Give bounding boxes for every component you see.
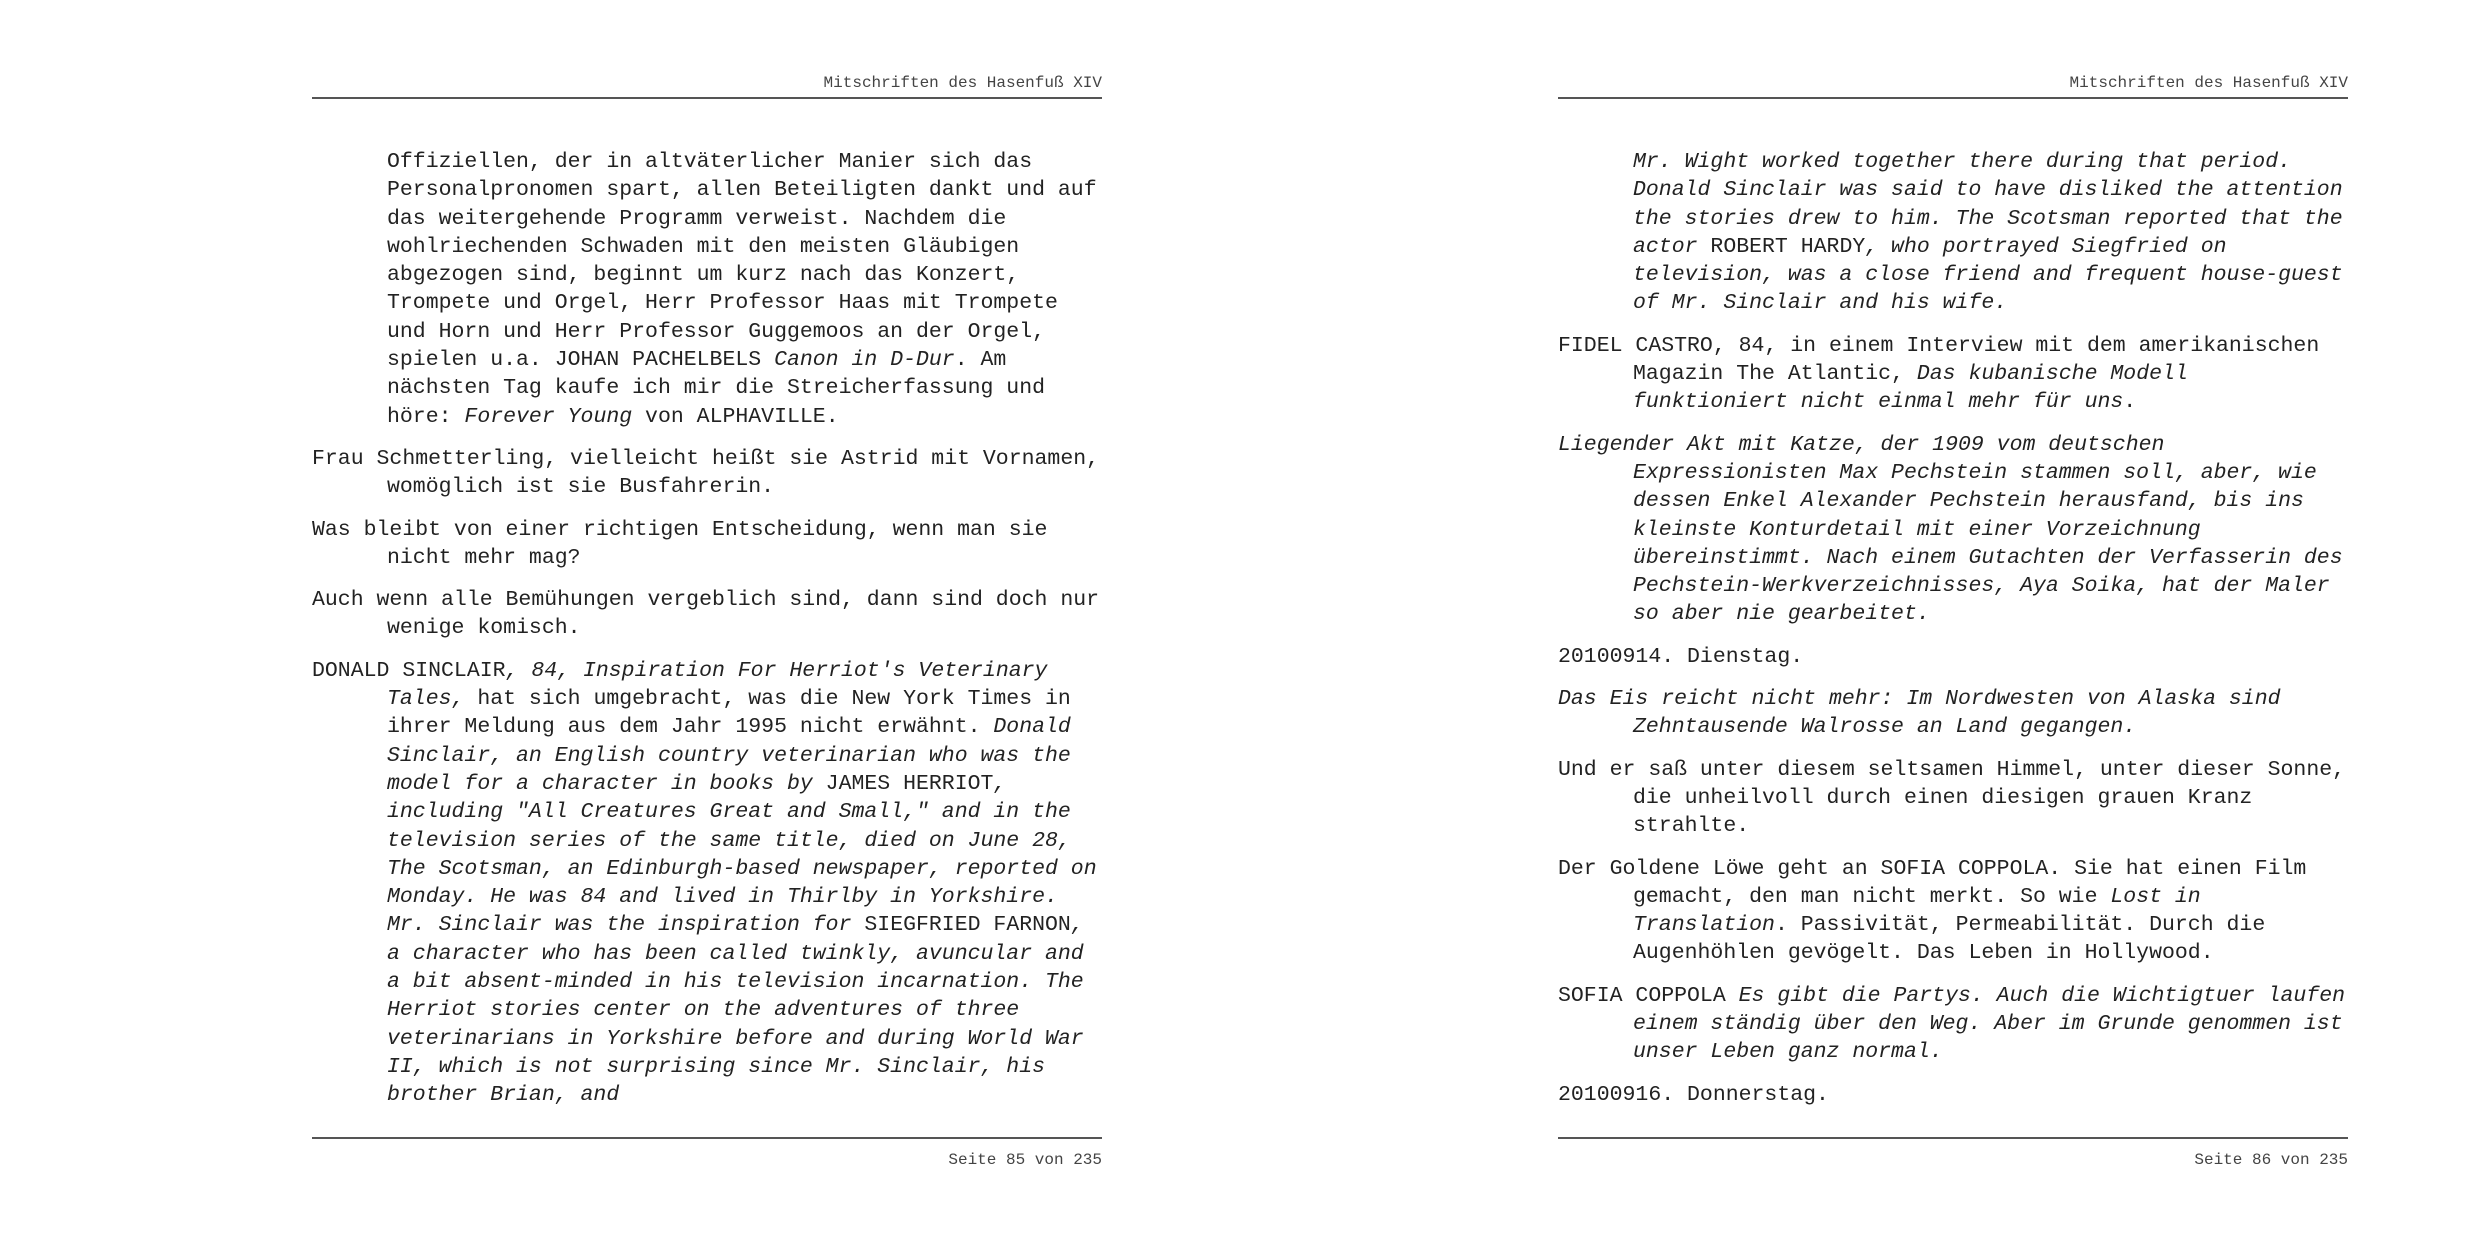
paragraph: Frau Schmetterling, vielleicht heißt sie Astrid mit Vornamen, womöglich ist sie Busfahrerin. xyxy=(312,446,1100,500)
text-run: DONALD SINCLAIR xyxy=(312,658,506,683)
text-run-italic: Es gibt die Partys. Auch die Wichtigtuer laufen einem ständig über den Weg. Aber im Grunde genommen ist unser Leben ganz normal. xyxy=(1633,983,2346,1065)
text-run-italic: , 84, Inspiration For Herriot's Veterinary Tales, xyxy=(387,658,1048,712)
text-run-italic: , including "All Creatures Great and Small," and in the television series of the same title, died on June 28, The Scotsman, an Edinburgh-based newspaper, reported on Monday. He was 84 and lived in Thirlby in Yorkshire. Mr. Sinclair was the inspiration for xyxy=(387,771,1097,938)
page-header: Mitschriften des Hasenfuß XIV xyxy=(823,74,1102,92)
paragraph xyxy=(1558,855,2348,968)
footer-rule xyxy=(312,1137,1102,1139)
page-body xyxy=(312,148,1102,1124)
header-rule xyxy=(312,97,1102,99)
text-run: . xyxy=(2123,390,2137,415)
text-run-italic: Lost in Translation xyxy=(1633,884,2201,938)
text-run: Offiziellen, der in altväterlicher Manier sich das Personalpronomen spart, allen Beteiligten dankt und auf das weitergehende Programm verweist. Nachdem die wohlriechenden Schwaden mit den meisten Gläubigen abgezogen sind, beginnt um kurz nach das Konzert, Trompete und Orgel, Herr Professor Haas mit Trompete und Horn und Herr Professor Guggemoos an der Orgel, spielen u.a. JOHAN PACHELBELS xyxy=(387,150,1097,373)
paragraph: Was bleibt von einer richtigen Entscheidung, wenn man sie nicht mehr mag? xyxy=(312,517,1048,570)
text-run: JAMES HERRIOT xyxy=(825,771,994,796)
text-run-italic: , who portrayed Siegfried on television, was a close friend and frequent house-guest of Mr. Sinclair and his wife. xyxy=(1633,234,2343,316)
text-run-italic: Mr. Wight worked together there during that period. Donald Sinclair was said to have disliked the attention the stories drew to him. The Scotsman reported that the actor xyxy=(1633,150,2343,259)
paragraph: Und er saß unter diesem seltsamen Himmel, unter dieser Sonne, die unheilvoll durch einen diesigen grauen Kranz strahlte. xyxy=(1558,757,2346,839)
paragraph: Auch wenn alle Bemühungen vergeblich sind, dann sind doch nur wenige komisch. xyxy=(312,588,1100,641)
text-run-italic: Das kubanische Modell funktioniert nicht einmal mehr für uns xyxy=(1633,362,2188,415)
text-run-italic: , a character who has been called twinkly, avuncular and a bit absent-minded in his television incarnation. The Herriot stories center on the adventures of three veterinarians in Yorkshire before and during World War II, which is not surprising since Mr. Sinclair, his brother Brian, and xyxy=(387,913,1084,1108)
paragraph xyxy=(1558,982,2348,1067)
text-run-italic: Forever Young xyxy=(464,404,633,429)
text-run: hat sich umgebracht, was die New York Times in ihrer Meldung aus dem Jahr 1995 nicht erwähnt. xyxy=(387,687,1071,740)
text-run: . Passivität, Permeabilität. Durch die Augenhöhlen gevögelt. Das Leben in Hollywood. xyxy=(1633,913,2266,966)
paragraph: Liegender Akt mit Katze, der 1909 vom deutschen Expressionisten Max Pechstein stammen soll, aber, wie dessen Enkel Alexander Pechstein herausfand, bis ins kleinste Konturdetail mit einer Vorzeichnung übereinstimmt. Nach einem Gutachten der Verfasserin des Pechstein-Werkverzeichnisses, Aya Soika, hat der Maler so aber nie gearbeitet. xyxy=(1558,432,2343,627)
paragraph xyxy=(1558,332,2348,417)
page-body xyxy=(1558,148,2348,1123)
header-rule xyxy=(1558,97,2348,99)
page-footer: Seite 85 von 235 xyxy=(948,1151,1102,1169)
text-run: SOFIA COPPOLA xyxy=(1558,983,1739,1008)
date-entry: 20100916. Donnerstag. xyxy=(1558,1082,1829,1107)
paragraph xyxy=(312,148,1102,431)
text-run: Der Goldene Löwe geht an SOFIA COPPOLA. Sie hat einen Film gemacht, den man nicht merkt. So wie xyxy=(1558,856,2307,909)
text-run: ROBERT HARDY xyxy=(1710,234,1866,259)
date-entry: 20100914. Dienstag. xyxy=(1558,644,1804,669)
paragraph xyxy=(1558,148,2348,318)
text-run-italic: Donald Sinclair, an English country veterinarian who was the model for a character in books by xyxy=(387,715,1071,796)
page-header: Mitschriften des Hasenfuß XIV xyxy=(2069,74,2348,92)
text-run: von ALPHAVILLE. xyxy=(632,404,839,429)
paragraph: Das Eis reicht nicht mehr: Im Nordwesten von Alaska sind Zehntausende Walrosse an Land gegangen. xyxy=(1558,687,2281,740)
left-page xyxy=(312,0,1102,1240)
right-page xyxy=(1558,0,2348,1240)
footer-rule xyxy=(1558,1137,2348,1139)
text-run: SIEGFRIED FARNON xyxy=(864,913,1071,938)
text-run: . Am nächsten Tag kaufe ich mir die Streicherfassung und höre: xyxy=(387,348,1046,429)
text-run-italic: Canon in D-Dur xyxy=(774,348,955,373)
paragraph xyxy=(312,657,1102,1110)
text-run: FIDEL CASTRO, 84, in einem Interview mit dem amerikanischen Magazin The Atlantic, xyxy=(1558,333,2320,387)
page-footer: Seite 86 von 235 xyxy=(2194,1151,2348,1169)
